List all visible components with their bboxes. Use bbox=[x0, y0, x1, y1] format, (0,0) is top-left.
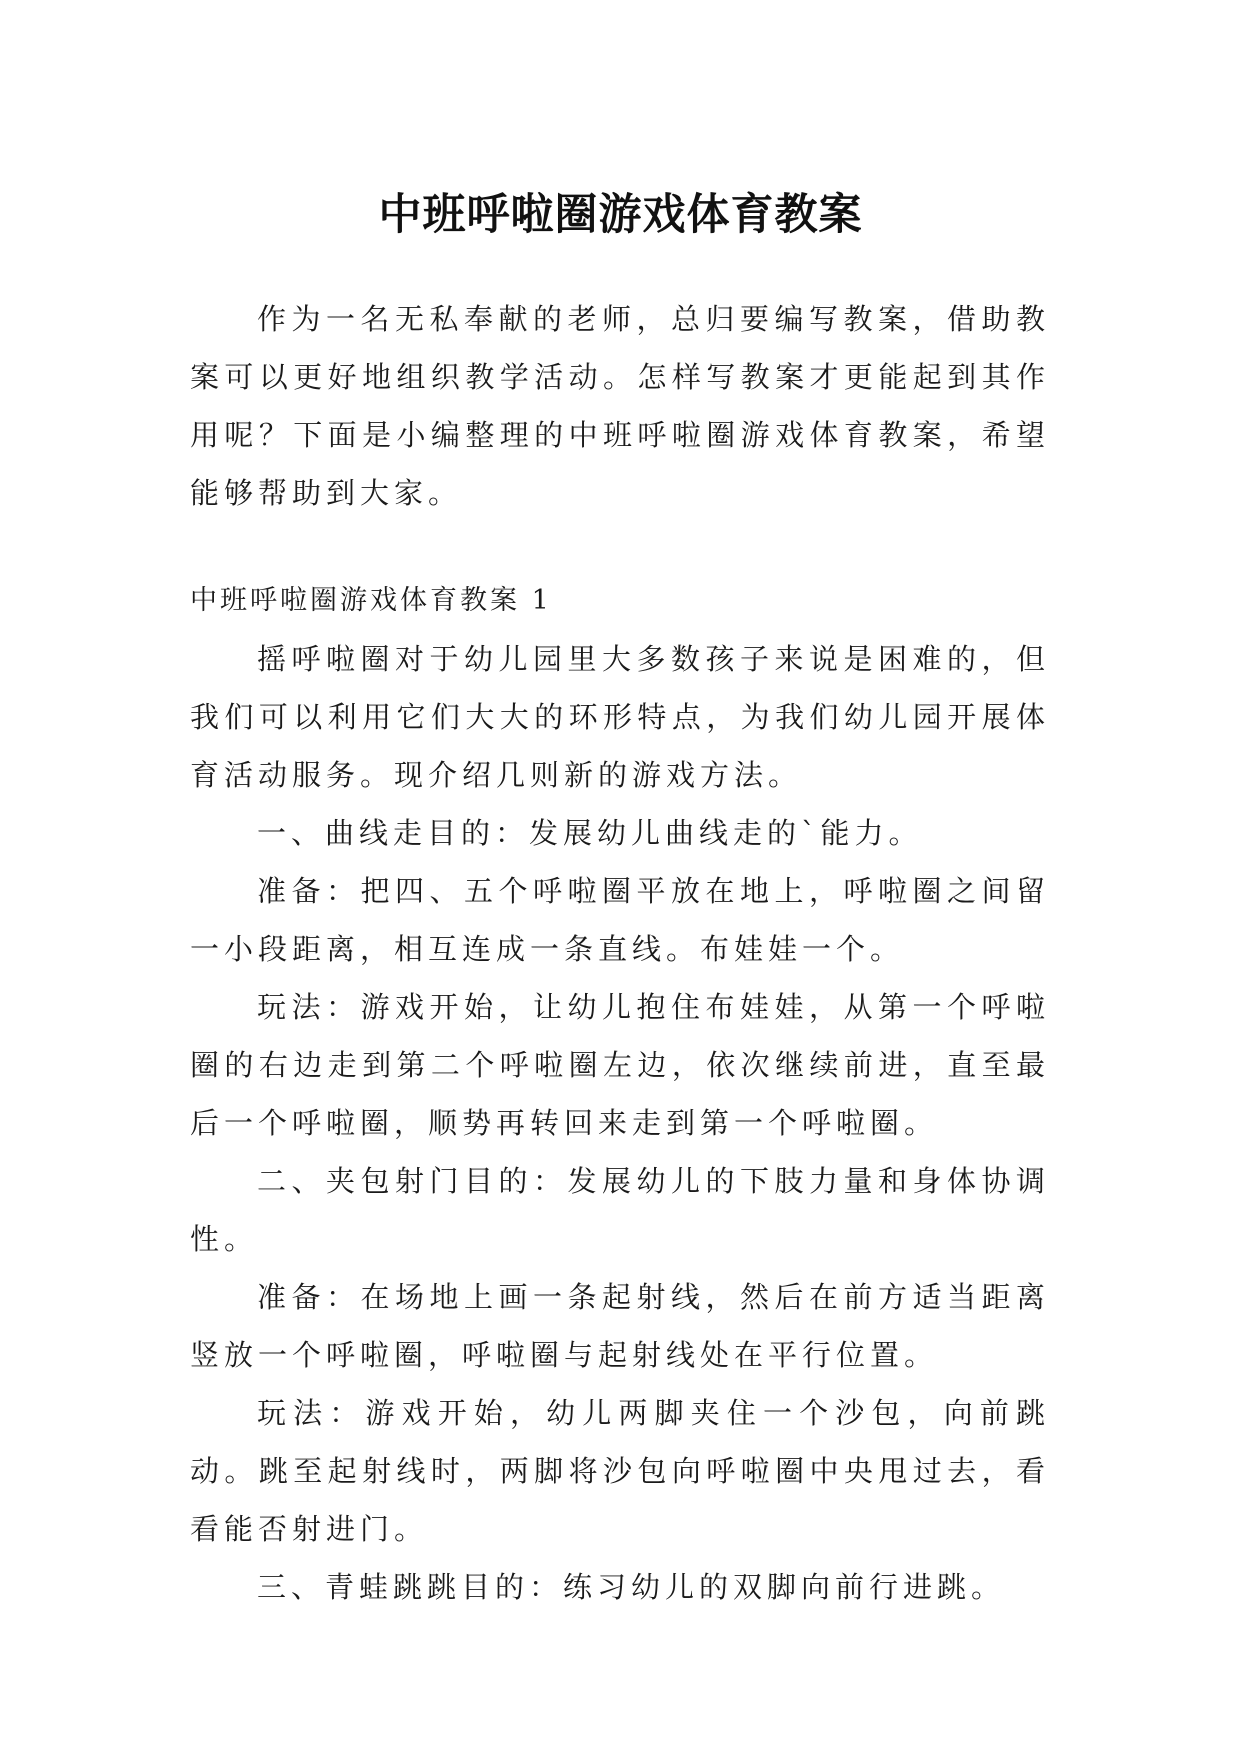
section-heading: 中班呼啦圈游戏体育教案 1 bbox=[190, 585, 552, 616]
game-1-title: 一、曲线走目的：发展幼儿曲线走的`能力。 bbox=[257, 816, 923, 850]
game-2-preparation: 准备：在场地上画一条起射线，然后在前方适当距离竖放一个呼啦圈，呼啦圈与起射线处在平行位置。 bbox=[190, 1280, 1050, 1372]
game-2-play: 玩法：游戏开始，幼儿两脚夹住一个沙包，向前跳动。跳至起射线时，两脚将沙包向呼啦圈中央甩过去，看看能否射进门。 bbox=[190, 1396, 1050, 1546]
game-1-preparation: 准备：把四、五个呼啦圈平放在地上，呼啦圈之间留一小段距离，相互连成一条直线。布娃娃一个。 bbox=[190, 874, 1050, 966]
document-title: 中班呼啦圈游戏体育教案 bbox=[378, 189, 863, 240]
intro-paragraph: 作为一名无私奉献的老师，总归要编写教案，借助教案可以更好地组织教学活动。怎样写教案才更能起到其作用呢？下面是小编整理的中班呼啦圈游戏体育教案，希望能够帮助到大家。 bbox=[190, 302, 1050, 510]
body-paragraph: 摇呼啦圈对于幼儿园里大多数孩子来说是困难的，但我们可以利用它们大大的环形特点，为我们幼儿园开展体育活动服务。现介绍几则新的游戏方法。 bbox=[190, 642, 1050, 792]
document-body bbox=[190, 290, 1050, 1616]
game-3-title: 三、青蛙跳跳目的：练习幼儿的双脚向前行进跳。 bbox=[257, 1570, 1006, 1604]
game-2-title: 二、夹包射门目的：发展幼儿的下肢力量和身体协调性。 bbox=[190, 1164, 1050, 1256]
game-1-play: 玩法：游戏开始，让幼儿抱住布娃娃，从第一个呼啦圈的右边走到第二个呼啦圈左边，依次继续前进，直至最后一个呼啦圈，顺势再转回来走到第一个呼啦圈。 bbox=[190, 990, 1050, 1140]
